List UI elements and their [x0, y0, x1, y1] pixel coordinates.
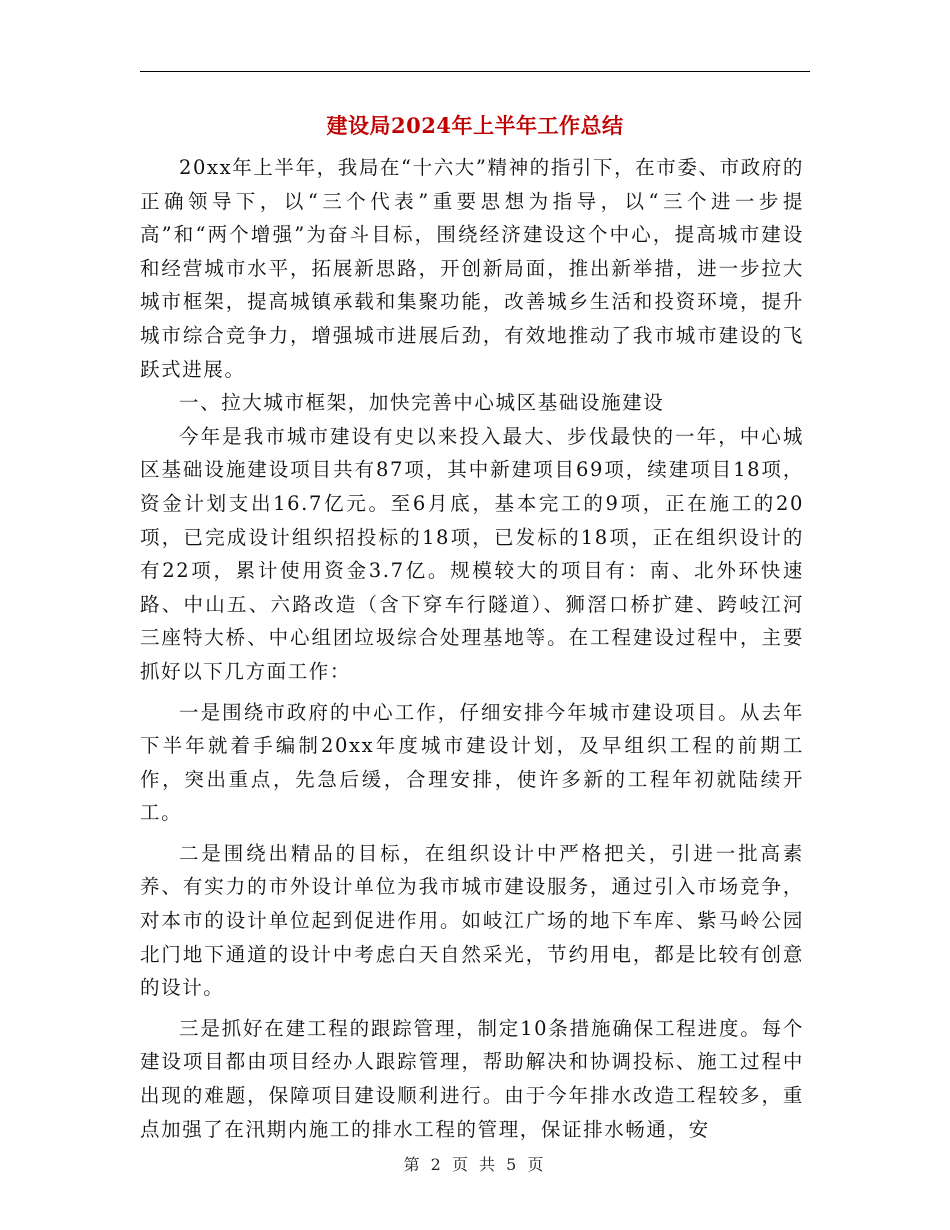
paragraph-point-1: 一是围绕市政府的中心工作，仔细安排今年城市建设项目。从去年下半年就着手编制20xx年度城市建设计划，及早组织工程的前期工作，突出重点，先急后缓，合理安排，使许多新的工程年初就陆续开工。 [140, 700, 804, 825]
paragraph-projects: 今年是我市城市建设有史以来投入最大、步伐最快的一年，中心城区基础设施建设项目共有87项，其中新建项目69项，续建项目18项，资金计划支出16.7亿元。至6月底，基本完工的9项，正在施工的20项，已完成设计组织招投标的18项，已发标的18项，正在组织设计的有22项，累计使用资金3.7亿。规模较大的项目有：南、北外环快速路、中山五、六路改造（含下穿车行隧道）、狮滘口桥扩建、跨岐江河三座特大桥、中心组团垃圾综合处理基地等。在工程建设过程中，主要抓好以下几方面工作： [140, 424, 804, 683]
paragraph-point-3: 三是抓好在建工程的跟踪管理，制定10条措施确保工程进度。每个建设项目都由项目经办人跟踪管理，帮助解决和协调投标、施工过程中出现的难题，保障项目建设顺利进行。由于今年排水改造工程较多，重点加强了在汛期内施工的排水工程的管理，保证排水畅通，安 [140, 1016, 804, 1141]
paragraph-intro: 20xx年上半年，我局在“十六大”精神的指引下，在市委、市政府的正确领导下，以“三个代表”重要思想为指导，以“三个进一步提高”和“两个增强”为奋斗目标，围绕经济建设这个中心，提高城市建设和经营城市水平，拓展新思路，开创新局面，推出新举措，进一步拉大城市框架，提高城镇承载和集聚功能，改善城乡生活和投资环境，提升城市综合竞争力，增强城市进展后劲，有效地推动了我市城市建设的飞跃式进展。 [140, 156, 804, 381]
paragraph-point-2: 二是围绕出精品的目标，在组织设计中严格把关，引进一批高素养、有实力的市外设计单位为我市城市建设服务，通过引入市场竞争，对本市的设计单位起到促进作用。如岐江广场的地下车库、紫马岭公园北门地下通道的设计中考虑白天自然采光，节约用电，都是比较有创意的设计。 [140, 841, 804, 1000]
page-number-footer: 第 2 页 共 5 页 [403, 1155, 547, 1174]
header-rule [140, 71, 810, 72]
document-title: 建设局2024年上半年工作总结 [326, 113, 624, 138]
section-heading-1: 一、拉大城市框架，加快完善中心城区基础设施建设 [179, 391, 665, 415]
document-body [140, 151, 804, 1146]
